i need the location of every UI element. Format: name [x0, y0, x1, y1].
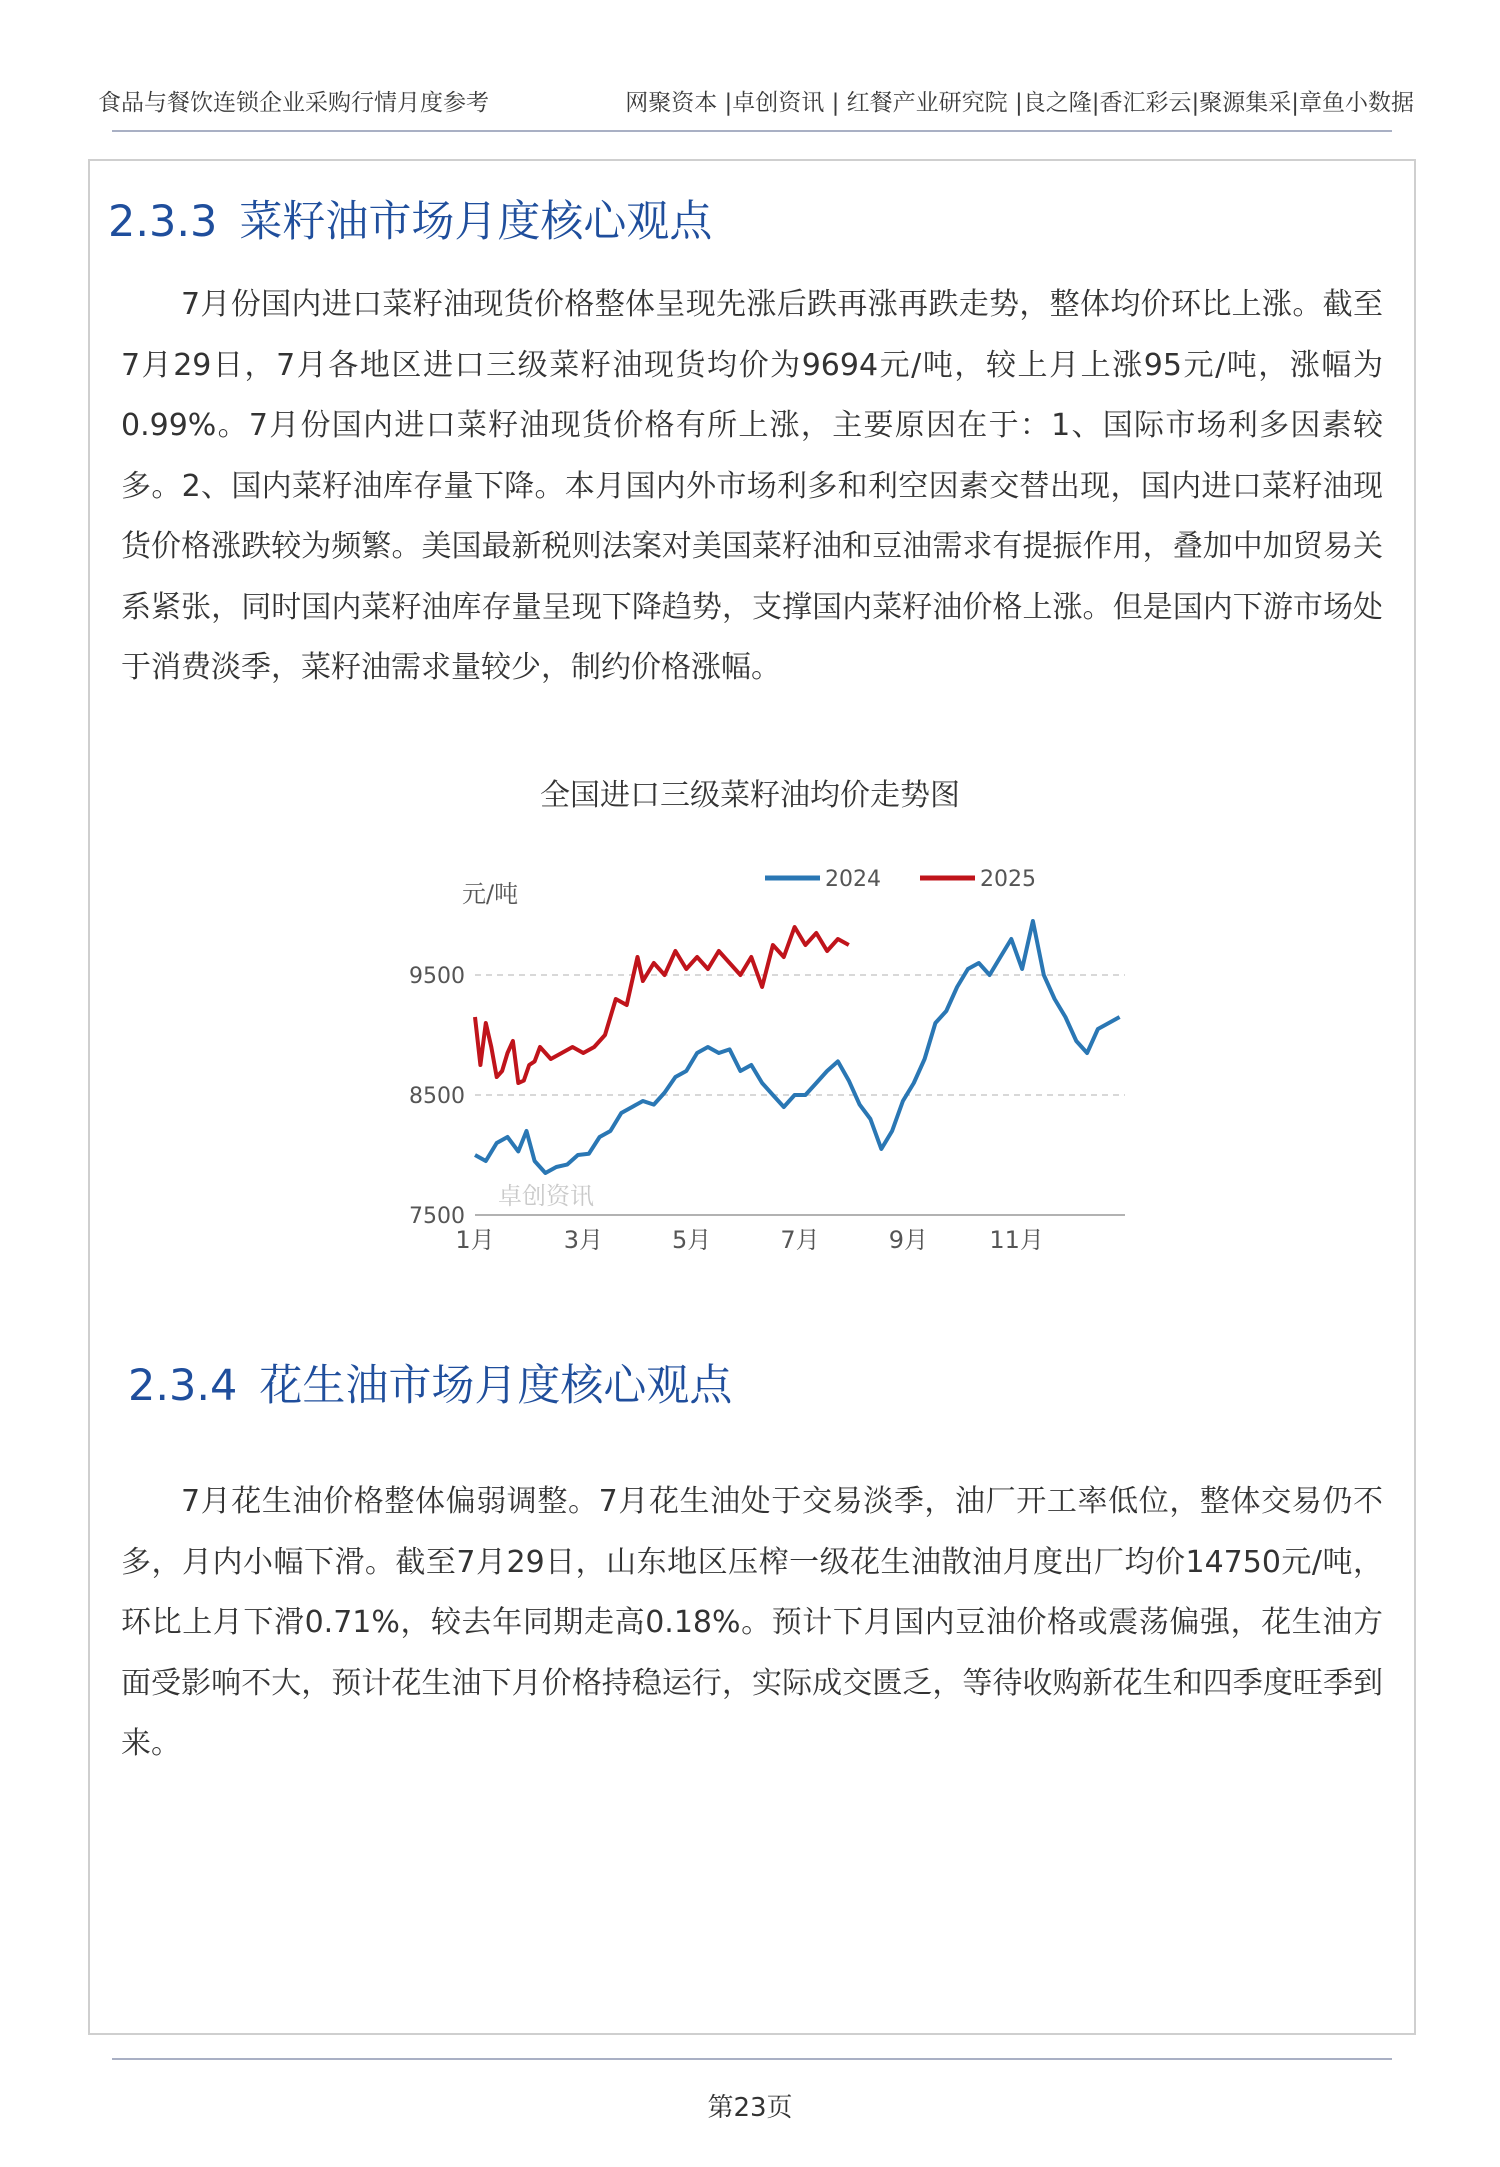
page-number: 第23页: [707, 2093, 793, 2123]
y-tick-label: 7500: [409, 1204, 465, 1229]
legend-label-2024: 2024: [825, 867, 881, 892]
x-tick-label: 7月: [780, 1226, 820, 1254]
section-number: 2.3.4: [128, 1361, 238, 1411]
section-number: 2.3.3: [108, 197, 218, 247]
x-tick-label: 1月: [455, 1226, 495, 1254]
section-title-rapeseed-oil: [108, 188, 712, 249]
y-axis-unit-label: 元/吨: [462, 880, 519, 908]
legend-label-2025: 2025: [980, 867, 1036, 892]
section-heading: 菜籽油市场月度核心观点: [239, 197, 713, 247]
header-divider: [112, 130, 1392, 132]
section-title-peanut-oil: [128, 1352, 732, 1413]
peanut-oil-paragraph: 7月花生油价格整体偏弱调整。7月花生油处于交易淡季，油厂开工率低位，整体交易仍不多，月内小幅下滑。截至7月29日，山东地区压榨一级花生油散油月度出厂均价14750元/吨，环比上月下滑0.71%，较去年同期走高0.18%。预计下月国内豆油价格或震荡偏强，花生油方面受影响不大，预计花生油下月价格持稳运行，实际成交匮乏，等待收购新花生和四季度旺季到来。: [121, 1484, 1383, 1761]
x-tick-label: 5月: [672, 1226, 712, 1254]
series-line-2025: [475, 927, 849, 1083]
chart-title: 全国进口三级菜籽油均价走势图: [540, 778, 960, 813]
price-trend-chart: [380, 860, 1140, 1260]
x-tick-label: 11月: [989, 1226, 1044, 1254]
x-tick-label: 9月: [888, 1226, 928, 1254]
y-tick-label: 9500: [409, 964, 465, 989]
x-tick-label: 3月: [563, 1226, 603, 1254]
watermark: 卓创资讯: [498, 1182, 594, 1210]
header-right-sources: 网聚资本 |卓创资讯 | 红餐产业研究院 |良之隆|香汇彩云|聚源集采|章鱼小数据: [625, 90, 1414, 116]
y-tick-label: 8500: [409, 1084, 465, 1109]
header-left-title: 食品与餐饮连锁企业采购行情月度参考: [98, 90, 489, 116]
footer-divider: [112, 2058, 1392, 2060]
section-heading: 花生油市场月度核心观点: [259, 1361, 733, 1411]
rapeseed-oil-paragraph: 7月份国内进口菜籽油现货价格整体呈现先涨后跌再涨再跌走势，整体均价环比上涨。截至7月29日，7月各地区进口三级菜籽油现货均价为9694元/吨，较上月上涨95元/吨，涨幅为0.99%。7月份国内进口菜籽油现货价格有所上涨，主要原因在于：1、国际市场利多因素较多。2、国内菜籽油库存量下降。本月国内外市场利多和利空因素交替出现，国内进口菜籽油现货价格涨跌较为频繁。美国最新税则法案对美国菜籽油和豆油需求有提振作用，叠加中加贸易关系紧张，同时国内菜籽油库存量呈现下降趋势，支撑国内菜籽油价格上涨。但是国内下游市场处于消费淡季，菜籽油需求量较少，制约价格涨幅。: [121, 287, 1383, 685]
